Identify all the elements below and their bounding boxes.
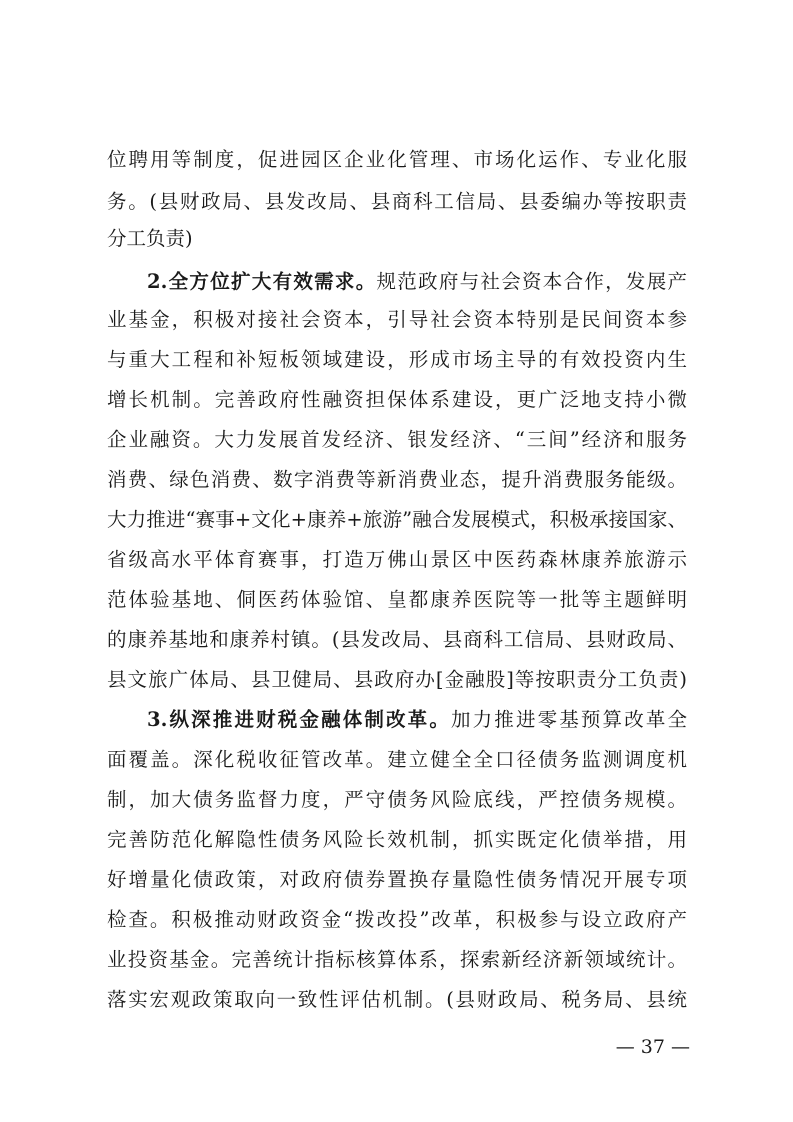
body-line: 企业融资。大力发展首发经济、银发经济、“三间”经济和服务: [107, 428, 687, 451]
body-line: 检查。积极推动财政资金“拨改投”改革，积极参与设立政府产: [107, 908, 687, 931]
body-line: 大力推进“赛事+文化+康养+旅游”融合发展模式，积极承接国家、: [107, 508, 687, 531]
body-line: 县文旅广体局、县卫健局、县政府办[金融股]等按职责分工负责): [107, 668, 687, 691]
body-line: 范体验基地、侗医药体验馆、皇都康养医院等一批等主题鲜明: [107, 588, 687, 611]
body-line: 业基金，积极对接社会资本，引导社会资本特别是民间资本参: [107, 308, 687, 331]
body-line: 消费、绿色消费、数字消费等新消费业态，提升消费服务能级。: [107, 468, 687, 491]
body-line: 省级高水平体育赛事，打造万佛山景区中医药森林康养旅游示: [107, 548, 687, 571]
body-line: 位聘用等制度，促进园区企业化管理、市场化运作、专业化服: [107, 148, 687, 171]
body-line: 落实宏观政策取向一致性评估机制。(县财政局、税务局、县统: [107, 988, 687, 1011]
body-line: 业投资基金。完善统计指标核算体系，探索新经济新领域统计。: [107, 948, 687, 971]
body-line: 分工负责): [107, 227, 193, 250]
section-heading-2: 2.全方位扩大有效需求。: [147, 270, 377, 293]
body-text: 规范政府与社会资本合作，发展产: [376, 270, 687, 293]
body-line: 面覆盖。深化税收征管改革。建立健全全口径债务监测调度机: [107, 748, 687, 771]
paragraph-line: [147, 262, 687, 302]
section-heading-3: 3.纵深推进财税金融体制改革。: [147, 708, 451, 731]
paragraph-line: [147, 700, 687, 740]
body-line: 增长机制。完善政府性融资担保体系建设，更广泛地支持小微: [107, 388, 687, 411]
body-line: 制，加大债务监督力度，严守债务风险底线，严控债务规模。: [107, 788, 687, 811]
page-number: — 37 —: [615, 1036, 690, 1058]
body-line: 好增量化债政策，对政府债券置换存量隐性债务情况开展专项: [107, 868, 687, 891]
body-line: 务。(县财政局、县发改局、县商科工信局、县委编办等按职责: [107, 190, 687, 213]
body-line: 的康养基地和康养村镇。(县发改局、县商科工信局、县财政局、: [107, 628, 687, 651]
body-text: 加力推进零基预算改革全: [450, 708, 687, 731]
body-line: 与重大工程和补短板领域建设，形成市场主导的有效投资内生: [107, 348, 687, 371]
body-line: 完善防范化解隐性债务风险长效机制，抓实既定化债举措，用: [107, 828, 687, 851]
